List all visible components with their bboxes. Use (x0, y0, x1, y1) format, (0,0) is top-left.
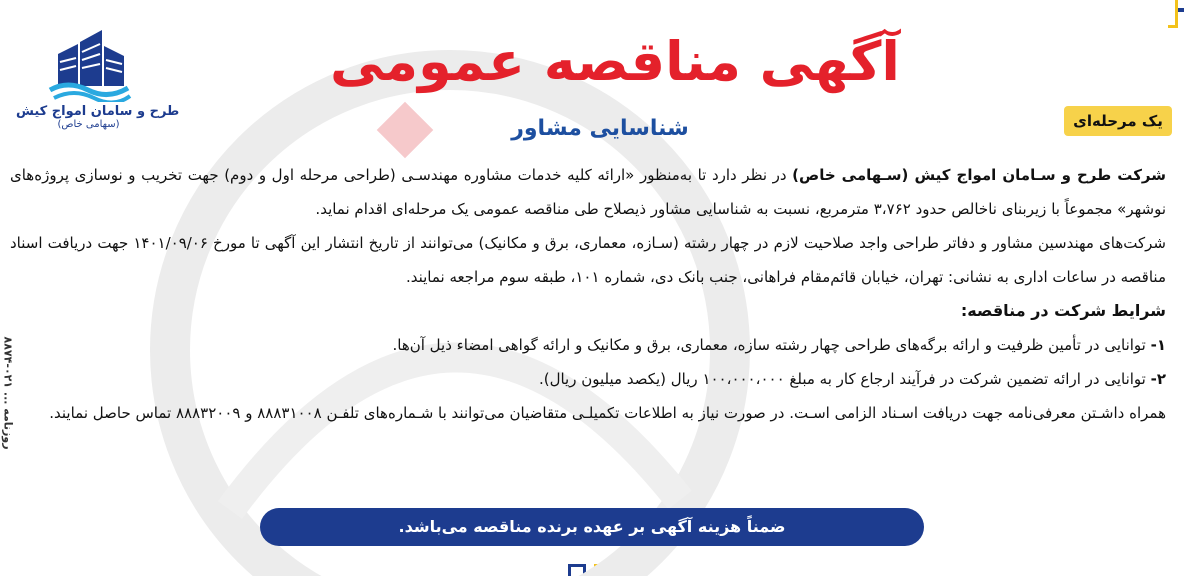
side-caption-text: روزنامه ... ۰۲۱-۸۸۷۴ (1, 336, 15, 450)
condition-number: ۲- (1150, 370, 1166, 388)
condition-text: توانایی در ارائه تضمین شرکت در فرآیند ارجاع کار به مبلغ ۱۰۰،۰۰۰،۰۰۰ ریال (یکصد میلیون ریال). (538, 370, 1151, 388)
condition-item (10, 328, 1166, 362)
intro-paragraph (10, 158, 1166, 226)
frame-corner (1168, 0, 1178, 28)
condition-number: ۱- (1150, 336, 1166, 354)
company-name: شرکت طرح و سـامان امواج کیش (سـهامی خاص) (792, 166, 1166, 184)
condition-item (10, 362, 1166, 396)
contact-paragraph: همراه داشـتن معرفی‌نامه جهت دریافت اسـناد الزامی اسـت. در صورت نیاز به اطلاعات تکمیلـی متقاضیان می‌توانند با شـماره‌های تلفـن ۸۸۸۳۱۰۰۸ و ۸۸۸۳۲۰۰۹ تماس حاصل نمایند. (49, 404, 1166, 422)
company-logo (16, 26, 180, 146)
intro-text: در نظر دارد تا به‌منظور «ارائه کلیه خدمات مشاوره مهندسـی (طراحی مرحله اول و دوم) جهت تخریب و نوسازی پروژه‌های نوشهر» مجموعاً با زیربنای ناخالص حدود ۳،۷۶۲ مترمربع، نسبت به شناسایی مشاور ذیصلاح طی مناقصه عمومی یک مرحله‌ای اقدام نماید. (10, 166, 1166, 218)
page-title: آگهی مناقصه عمومی (330, 30, 900, 93)
frame-bottom-marks (560, 562, 620, 576)
logo-name: طرح و سامان امواج کیش (16, 104, 180, 119)
condition-text: توانایی در تأمین ظرفیت و ارائه برگه‌های طراحی چهار رشته سازه، معماری، برق و مکانیک و ارائه گواهی امضاء ذیل آن‌ها. (392, 336, 1151, 354)
page-subtitle: شناسایی مشاور (511, 116, 689, 141)
tender-type-badge: یک مرحله‌ای (1064, 106, 1172, 136)
announcement-body (10, 158, 1166, 430)
frame-accent (1178, 8, 1184, 12)
buildings-waves-icon (44, 26, 134, 102)
logo-subtitle: (سهامی خاص) (57, 119, 120, 130)
cost-note-bar: ضمناً هزینه آگهی بر عهده برنده مناقصه می‌باشد. (260, 508, 924, 546)
conditions-heading: شرایط شرکت در مناقصه: (960, 301, 1166, 320)
eligibility-paragraph: شرکت‌های مهندسین مشاور و دفاتر طراحی واجد صلاحیت لازم در چهار رشته (سـازه، معماری، برق و مکانیک) می‌توانند از تاریخ انتشار این آگهی تا مورخ ۱۴۰۱/۰۹/۰۶ جهت دریافت اسناد مناقصه در ساعات اداری به نشانی: تهران، خیابان قائم‌مقام فراهانی، جنب بانک دی، شماره ۱۰۱، طبقه سوم مراجعه نمایند. (10, 234, 1166, 286)
